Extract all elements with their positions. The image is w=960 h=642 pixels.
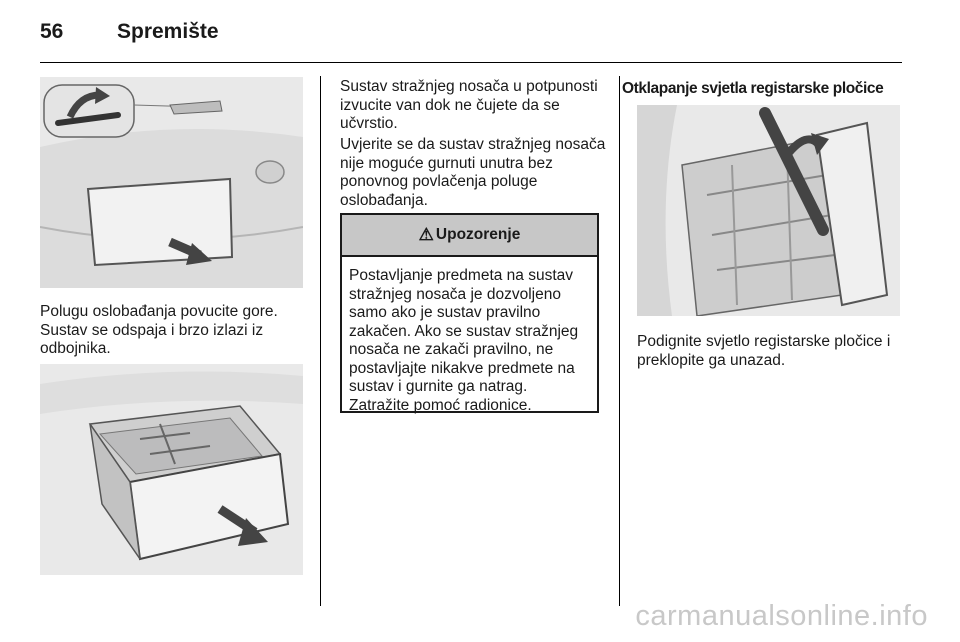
section-title: Spremište (117, 20, 219, 43)
warning-text: Postavljanje predmeta na sustav stražnjeg nosača je dozvoljeno samo ako je sustav pravilno zakačen. Ako se sustav stražnjeg nosača ne zakači pravilno, ne postavljajte nikakve predmete na sustav i gurnite ga natrag. Zatražite pomoć radionice. (349, 267, 579, 414)
page-number: 56 (40, 20, 64, 43)
paragraph-pull-out: Sustav stražnjeg nosača u potpunosti izvucite van dok ne čujete da se učvrstio. (340, 78, 598, 132)
carrier-drawer-extended-figure (40, 364, 303, 575)
bumper-release-lever-figure (40, 77, 303, 288)
column-divider-1 (320, 76, 321, 606)
header-divider (40, 62, 902, 63)
watermark-text: carmanualsonline.info (635, 600, 928, 632)
warning-box (340, 213, 599, 413)
plate-light-fold-figure (637, 105, 900, 316)
paragraph-verify-lock: Uvjerite se da sustav stražnjeg nosača nije moguće gurnuti unutra bez ponovnog povlačenja poluge oslobađanja. (340, 136, 606, 209)
warning-heading: Upozorenje (435, 226, 521, 243)
paragraph-release-lever: Polugu oslobađanja povucite gore. Sustav se odspaja i brzo izlazi iz odbojnika. (40, 303, 278, 357)
page-header (40, 14, 902, 54)
paragraph-fold-light: Podignite svjetlo registarske pločice i preklopite ga unazad. (637, 333, 891, 369)
subheading-plate-light: Otklapanje svjetla registarske pločice (622, 80, 884, 97)
warning-triangle-icon: ⚠ (418, 225, 434, 244)
warning-header (342, 215, 597, 257)
column-divider-2 (619, 76, 620, 606)
